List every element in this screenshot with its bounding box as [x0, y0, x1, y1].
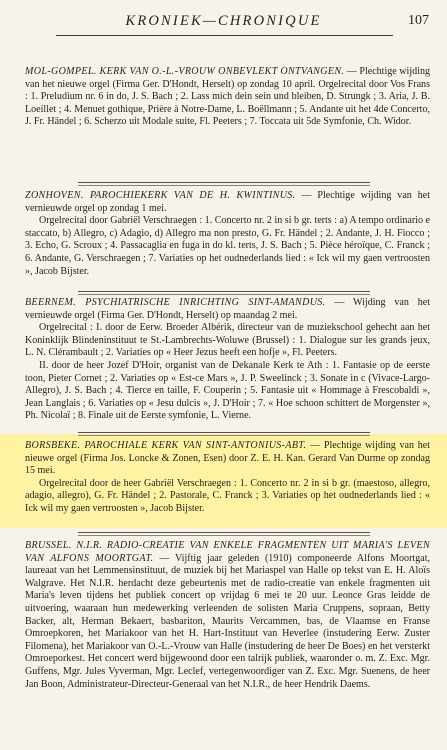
entry-paragraph	[25, 440, 430, 478]
entry-paragraph	[25, 190, 430, 215]
separator-rule	[78, 532, 370, 533]
entry-mol-gompel	[25, 66, 430, 129]
entry-text: — Plechtige wijding van het nieuwe orgel (Firma Jos. Loncke & Zonen, Esen) door Z. E. H. Kan. Gerard Van Durme op zondag 15 mei.	[25, 440, 430, 477]
entry-beernem	[25, 297, 430, 423]
separator-rule	[78, 432, 370, 433]
entry-heading: BORSBEKE. PAROCHIALE KERK VAN SINT-ANTONIUS-ABT.	[25, 440, 307, 451]
entry-heading: MOL-GOMPEL. KERK VAN O.-L.-VROUW ONBEVLEKT ONTVANGEN.	[25, 66, 345, 77]
entry-paragraph: Orgelrecital door de heer Gabriël Verschraegen : 1. Concerto nr. 2 in si b gr. (maestoso, allegro, adagio, allegro), G. Fr. Händel ; 2. Pastorale, C. Franck ; 3. Variaties op het oudnederlands lied : « Ick wil my gaen vertroosten », Jacob Bijster.	[25, 477, 430, 514]
entry-heading: ZONHOVEN. PAROCHIEKERK VAN DE H. KWINTINUS.	[25, 190, 296, 201]
running-header	[0, 12, 447, 34]
entry-zonhoven	[25, 190, 430, 278]
page-number: 107	[408, 13, 429, 28]
entry-paragraph	[25, 540, 430, 691]
entry-paragraph: II. door de heer Jozef D'Hoir, organist van de Dekanale Kerk te Ath : 1. Fantasie op de eerste toon, Pieter Cornet ; 2. Variaties op « Est-ce Mars », J. P. Sweelinck ; 3. Sonate in c (Vivace-Largo-Allegro), J. S. Bach ; 4. Tierce en taille, F. Couperin ; 5. Fantasie uit « Hommage à Frescobaldi », Jean Langlais ; 6. Variaties op « Jesu dulcis », J. D'Hoir ; 7. « Hoe schoon schittert de Morgenster », Ph. Nicolaï ; 8. Finale uit de Eerste symfonie, L. Vierne.	[25, 359, 430, 422]
entry-text: — Plechtige wijding van het nieuwe orgel (Firma Ger. D'Hondt, Herselt) op zondag 10 april. Orgelrecital door Vos Frans : 1. Preludium nr. 6 in do, J. S. Bach ; 2. Lass mich dein sein und bleiben, D. Strungk ; 3. Aria, J. B. Loeillet ; 4. Menuet gothique, Prière à Notre-Dame, L. Boëllmann ; 5. Andante uit het 4de Concerto, J. Fr. Händel ; 6. Scherzo uit Modale suite, Fl. Peeters ; 7. Toccata uit 5de Symfonie, Ch. Widor.	[25, 66, 430, 128]
header-rule	[56, 35, 393, 36]
entry-heading: BEERNEM. PSYCHIATRISCHE INRICHTING SINT-AMANDUS.	[25, 297, 326, 308]
entry-text: — Plechtige wijding van het vernieuwde orgel op zondag 1 mei.	[25, 190, 430, 214]
separator-rule	[78, 182, 370, 183]
entry-text: — Vijftig jaar geleden (1910) componeerde Alfons Moortgat, laureaat van het Lemmensinstituut, de muziek bij het Mariaspel van Halle op tekst van E. H. Aloïs Walgrave. Het N.I.R. herdacht deze gebeurtenis met de radio-creatie van enkele fragmenten uit Maria's leven tijdens het publiek concert op vrijdag 6 mei te 20 uur. Leonce Gras leidde de uitvoering, waaraan hun medewerking verleenden de solisten Maria Cruppens, sopraan, Betty Backer, alt, Herman Bekaert, basbariton, Maurits Vercammen, bas, de Vlaamse en Franse Omroepkoren, het Mariakoor van het H. Hart-Instituut van Heverlee (instudering Eerw. Zuster Filomena), het Mariakoor van O.-L.-Vrouw van Halle (instudering de heer De Boes) en het versterkt Omroeporkest. Het concert werd bijgewoond door een talrijk publiek, waaronder o. m. Z. Exc. Mgr. Guffens, Mgr. Jules Vyverman, Mgr. Leclef, vertegenwoordiger van Z. Exc. Mgr. Suenens, de heer Jan Boon, Administrateur-Directeur-Generaal van het N.I.R., de heer Hendrik Daems.	[25, 552, 431, 690]
entry-paragraph	[25, 297, 430, 322]
separator-rule	[78, 291, 370, 292]
entry-paragraph	[25, 66, 430, 129]
entry-paragraph: Orgelrecital door Gabriël Verschraegen : 1. Concerto nr. 2 in si b gr. terts : a) A tempo ordinario e staccato, b) Allegro, c) Adagio, d) Allegro ma non presto, G. Fr. Händel ; 2. Andante, J. H. Fiocco ; 3. Echo, G. Scroux ; 4. Passacaglia en fuga in do kl. terts, J. S. Bach ; 5. Pièce héroïque, C. Franck ; 6. Andante, G. Verschraegen ; 7. Variaties op het oudnederlands lied : « Ick wil my gaen vertroosten », Jacob Bijster.	[25, 215, 430, 277]
entry-text: — Wijding van het vernieuwde orgel (Firma Ger. D'Hondt, Herselt) op maandag 2 mei.	[25, 297, 430, 321]
entry-heading: BRUSSEL. N.I.R. RADIO-CREATIE VAN ENKELE FRAGMENTEN UIT MARIA'S LEVEN VAN ALFONS MOORTGAT.	[25, 540, 430, 564]
header-title: KRONIEK—CHRONIQUE	[125, 13, 322, 29]
entry-paragraph: Orgelrecital : I. door de Eerw. Broeder Albérik, directeur van de muziekschool gehecht aan het Koninklijk Blindeninstituut te St.-Lambrechts-Woluwe (Brussel) : 1. Dialogue sur les grands jeux, L. N. Clérambault ; 2. Variaties op « Heer Jezus heeft een hofje », Fl. Peeters.	[25, 322, 430, 359]
entry-borsbeke	[25, 440, 430, 516]
entry-brussel	[25, 540, 430, 691]
